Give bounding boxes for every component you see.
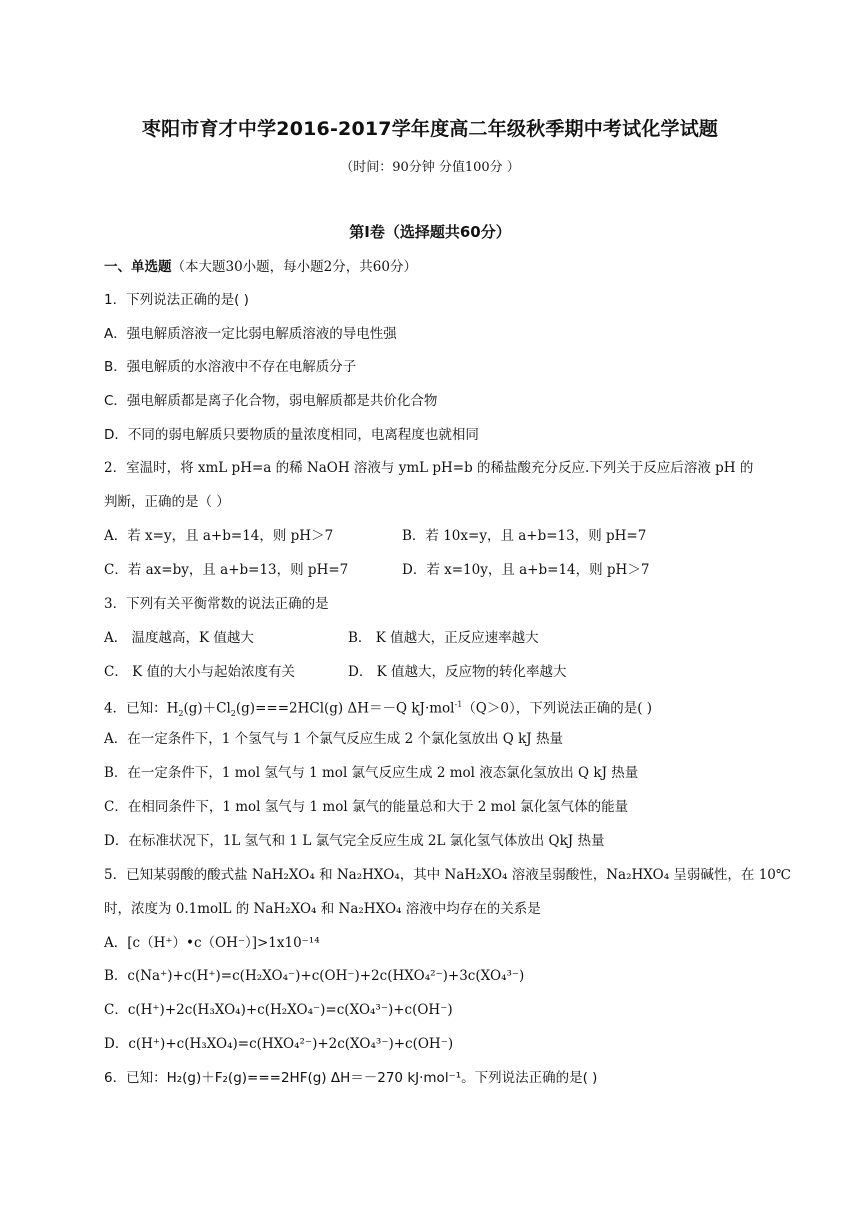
q1-option-b: B．强电解质的水溶液中不存在电解质分子 [104, 359, 357, 375]
q4-stem [104, 695, 652, 724]
q4-subscript: 2 [230, 709, 236, 719]
q4-subscript: 2 [178, 709, 184, 719]
q5-stem-line1: 5．已知某弱酸的酸式盐 NaH₂XO₄ 和 Na₂HXO₄，其中 NaH₂XO₄ 溶液呈弱酸性，Na₂HXO₄ 呈弱碱性，在 10℃ [104, 867, 792, 883]
q3-option-c: C． K 值的大小与起始浓度有关 [104, 664, 295, 680]
q1-stem: 1．下列说法正确的是( ) [104, 292, 249, 308]
part-heading [104, 257, 417, 277]
q5-option-c: C．c(H⁺)+2c(H₃XO₄)+c(H₂XO₄⁻)=c(XO₄³⁻)+c(OH⁻) [104, 1002, 453, 1018]
q4-option-d: D．在标准状况下，1L 氢气和 1 L 氯气完全反应生成 2L 氯化氢气体放出 QkJ 热量 [104, 833, 605, 849]
q1-option-a: A．强电解质溶液一定比弱电解质溶液的导电性强 [104, 326, 397, 342]
q3-option-d: D． K 值越大，反应物的转化率越大 [348, 664, 567, 680]
q4-option-c: C．在相同条件下，1 mol 氢气与 1 mol 氯气的能量总和大于 2 mol 氯化氢气体的能量 [104, 799, 629, 815]
q4-stem-part: （Q＞0），下列说法正确的是( ) [462, 700, 653, 717]
q4-stem-part: (g)＋Cl [183, 700, 231, 717]
q2-stem-line1: 2．室温时，将 xmL pH=a 的稀 NaOH 溶液与 ymL pH=b 的稀盐酸充分反应.下列关于反应后溶液 pH 的 [104, 460, 754, 476]
q2-option-a: A．若 x=y，且 a+b=14，则 pH＞7 [104, 528, 334, 544]
q4-superscript: -1 [454, 700, 463, 709]
q4-stem-part: 4．已知：H [104, 700, 179, 717]
q2-stem-line2: 判断，正确的是（ ） [104, 494, 230, 510]
q1-option-c: C．强电解质都是离子化合物，弱电解质都是共价化合物 [104, 393, 438, 409]
q5-option-d: D．c(H⁺)+c(H₃XO₄)=c(HXO₄²⁻)+2c(XO₄³⁻)+c(OH⁻) [104, 1036, 454, 1052]
q5-stem-line2: 时，浓度为 0.1molL 的 NaH₂XO₄ 和 Na₂HXO₄ 溶液中均存在的关系是 [104, 901, 541, 917]
q3-stem: 3．下列有关平衡常数的说法正确的是 [104, 596, 329, 612]
exam-subtitle: （时间：90分钟 分值100分 ） [340, 160, 520, 175]
q4-option-b: B．在一定条件下，1 mol 氢气与 1 mol 氯气反应生成 2 mol 液态氯化氢放出 Q kJ 热量 [104, 765, 639, 781]
q2-option-d: D．若 x=10y，且 a+b=14，则 pH＞7 [402, 562, 650, 578]
q1-option-d: D．不同的弱电解质只要物质的量浓度相同，电离程度也就相同 [104, 427, 479, 443]
q3-option-a: A． 温度越高，K 值越大 [104, 630, 254, 646]
q3-option-b: B． K 值越大，正反应速率越大 [348, 630, 539, 646]
q2-option-b: B．若 10x=y，且 a+b=13，则 pH=7 [402, 528, 647, 544]
exam-title: 枣阳市育才中学2016-2017学年度高二年级秋季期中考试化学试题 [141, 118, 719, 140]
part-heading-note: （本大题30小题，每小题2分，共60分） [171, 259, 417, 275]
q5-option-a: A．[c（H⁺）•c（OH⁻）]>1x10⁻¹⁴ [104, 935, 320, 951]
q4-option-a: A．在一定条件下，1 个氢气与 1 个氯气反应生成 2 个氯化氢放出 Q kJ 热量 [104, 731, 564, 747]
q6-stem: 6．已知：H₂(g)＋F₂(g)===2HF(g) ΔH＝－270 kJ·mol⁻¹。下列说法正确的是( ) [104, 1070, 598, 1086]
q5-option-b: B．c(Na⁺)+c(H⁺)=c(H₂XO₄⁻)+c(OH⁻)+2c(HXO₄²⁻)+3c(XO₄³⁻) [104, 968, 525, 984]
q4-stem-part: (g)===2HCl(g) ΔH＝－Q kJ·mol [235, 700, 455, 717]
section-heading: 第Ⅰ卷（选择题共60分） [349, 223, 511, 241]
q2-option-c: C．若 ax=by，且 a+b=13，则 pH=7 [104, 562, 349, 578]
part-heading-label: 一、单选题 [104, 259, 172, 275]
